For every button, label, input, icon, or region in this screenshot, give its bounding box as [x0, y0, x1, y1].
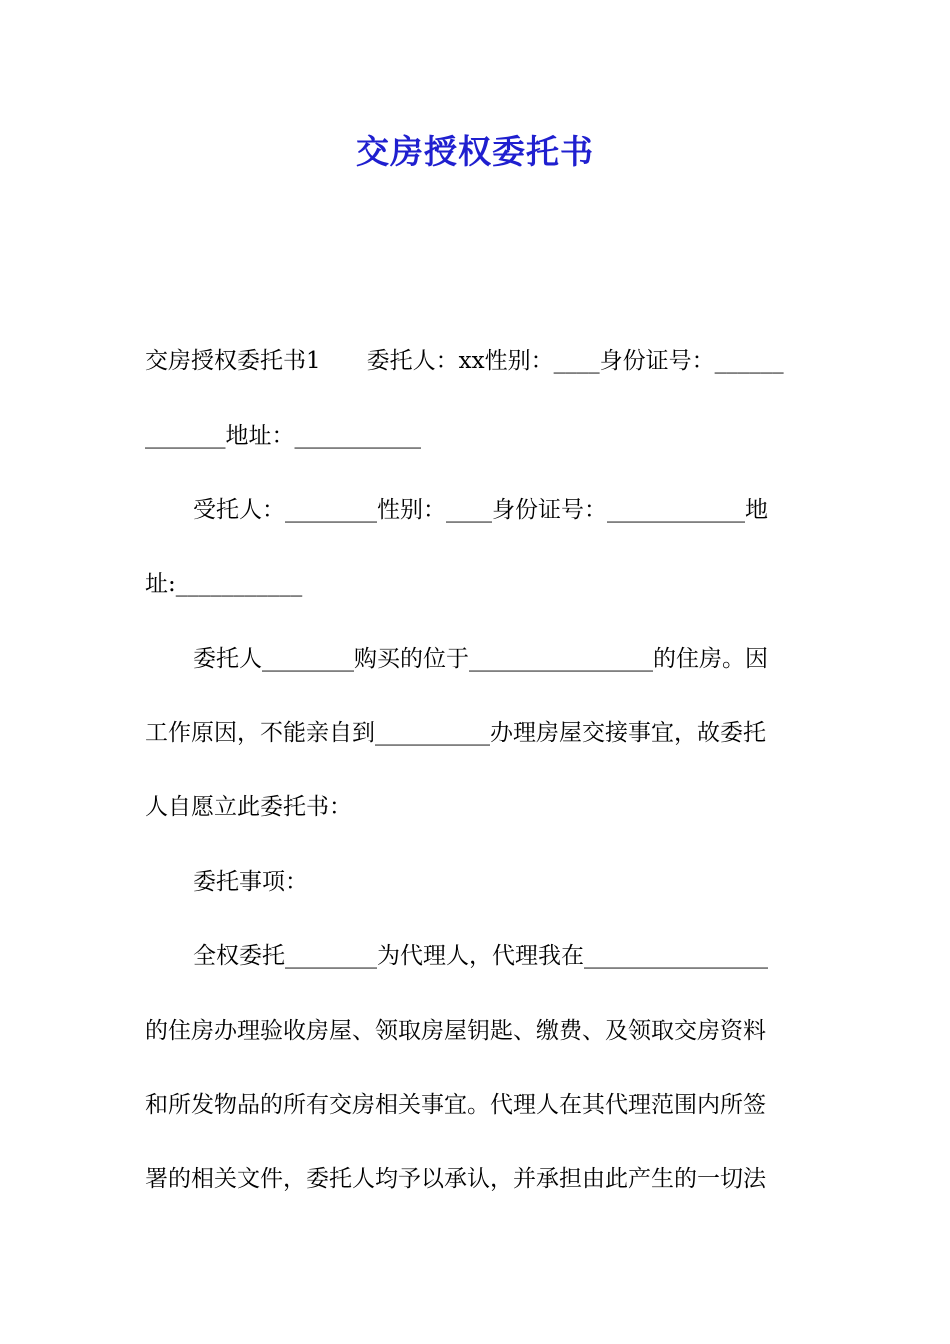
- body-line-1: 交房授权委托书1 委托人：xx性别：____身份证号：______: [145, 348, 784, 374]
- document-title: 交房授权委托书: [356, 132, 594, 171]
- body-line-6: 工作原因，不能亲自到__________办理房屋交接事宜，故委托: [145, 720, 766, 746]
- body-line-10: 的住房办理验收房屋、领取房屋钥匙、缴费、及领取交房资料: [145, 1018, 766, 1044]
- body-line-2: _______地址：___________: [145, 423, 421, 449]
- body-line-4: 址:___________: [145, 571, 303, 597]
- body-line-5: 委托人________购买的位于________________的住房。因: [193, 646, 768, 672]
- body-line-8: 委托事项：: [193, 869, 308, 895]
- body-line-7: 人自愿立此委托书：: [145, 794, 352, 820]
- body-line-9: 全权委托________为代理人，代理我在________________: [193, 943, 768, 969]
- body-line-11: 和所发物品的所有交房相关事宜。代理人在其代理范围内所签: [145, 1092, 766, 1118]
- body-line-12: 署的相关文件，委托人均予以承认，并承担由此产生的一切法: [145, 1166, 766, 1192]
- body-line-3: 受托人：________性别：____身份证号：____________地: [193, 497, 768, 523]
